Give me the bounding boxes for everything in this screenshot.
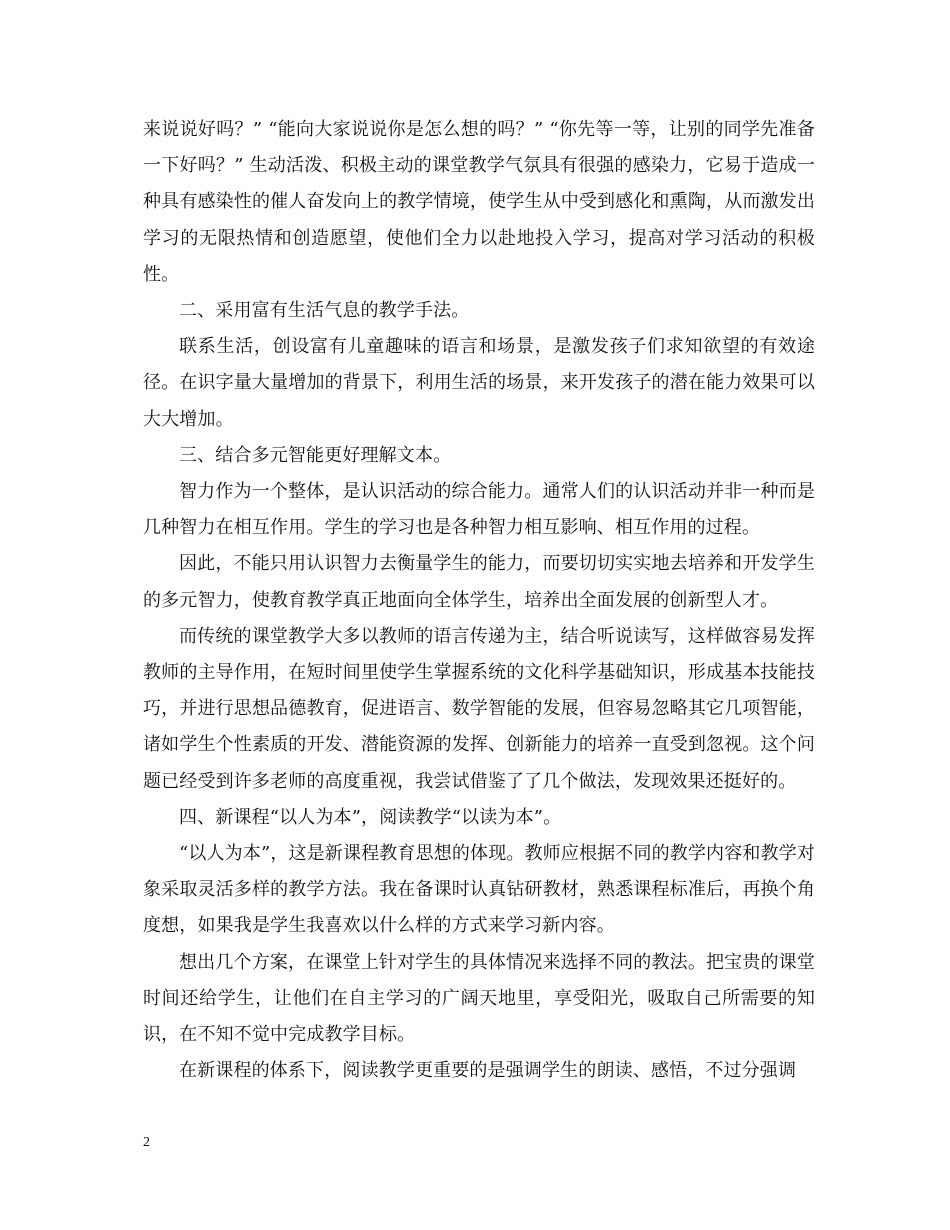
document-body [143, 112, 815, 1089]
paragraph: 联系生活，创设富有儿童趣味的语言和场景，是激发孩子们求知欲望的有效途径。在识字量大量增加的背景下，利用生活的场景，来开发孩子的潜在能力效果可以大大增加。 [143, 336, 815, 430]
page-number: 2 [143, 1135, 150, 1150]
section-heading-4: 四、新课程“以人为本”，阅读教学“以读为本”。 [179, 806, 562, 828]
section-heading-3: 三、结合多元智能更好理解文本。 [179, 444, 452, 466]
paragraph: 在新课程的体系下，阅读教学更重要的是强调学生的朗读、感悟，不过分强调 [179, 1060, 797, 1082]
paragraph: 智力作为一个整体，是认识活动的综合能力。通常人们的认识活动并非一种而是几种智力在相互作用。学生的学习也是各种智力相互影响、相互作用的过程。 [143, 481, 815, 539]
paragraph: 而传统的课堂教学大多以教师的语言传递为主，结合听说读写，这样做容易发挥教师的主导作用，在短时间里使学生掌握系统的文化科学基础知识，形成基本技能技巧，并进行思想品德教育，促进语言、数学智能的发展，但容易忽略其它几项智能，诸如学生个性素质的开发、潜能资源的发挥、创新能力的培养一直受到忽视。这个问题已经受到许多老师的高度重视，我尝试借鉴了了几个做法，发现效果还挺好的。 [143, 625, 815, 792]
section-heading-2: 二、采用富有生活气息的教学手法。 [179, 300, 470, 322]
paragraph-continuation: 来说说好吗？” “能向大家说说你是怎么想的吗？” “你先等一等，让别的同学先准备一下好吗？” 生动活泼、积极主动的课堂教学气氛具有很强的感染力，它易于造成一种具有感染性的催人奋发向上的教学情境，使学生从中受到感化和熏陶，从而激发出学习的无限热情和创造愿望，使他们全力以赴地投入学习，提高对学习活动的积极性。 [143, 119, 815, 285]
paragraph: “以人为本”，这是新课程教育思想的体现。教师应根据不同的教学内容和教学对象采取灵活多样的教学方法。我在备课时认真钻研教材，熟悉课程标准后，再换个角度想，如果我是学生我喜欢以什么样的方式来学习新内容。 [143, 843, 815, 937]
paragraph: 因此，不能只用认识智力去衡量学生的能力，而要切切实实地去培养和开发学生的多元智力，使教育教学真正地面向全体学生，培养出全面发展的创新型人才。 [143, 553, 815, 611]
paragraph: 想出几个方案，在课堂上针对学生的具体情况来选择不同的教法。把宝贵的课堂时间还给学生，让他们在自主学习的广阔天地里，享受阳光，吸取自己所需要的知识，在不知不觉中完成教学目标。 [143, 951, 815, 1046]
